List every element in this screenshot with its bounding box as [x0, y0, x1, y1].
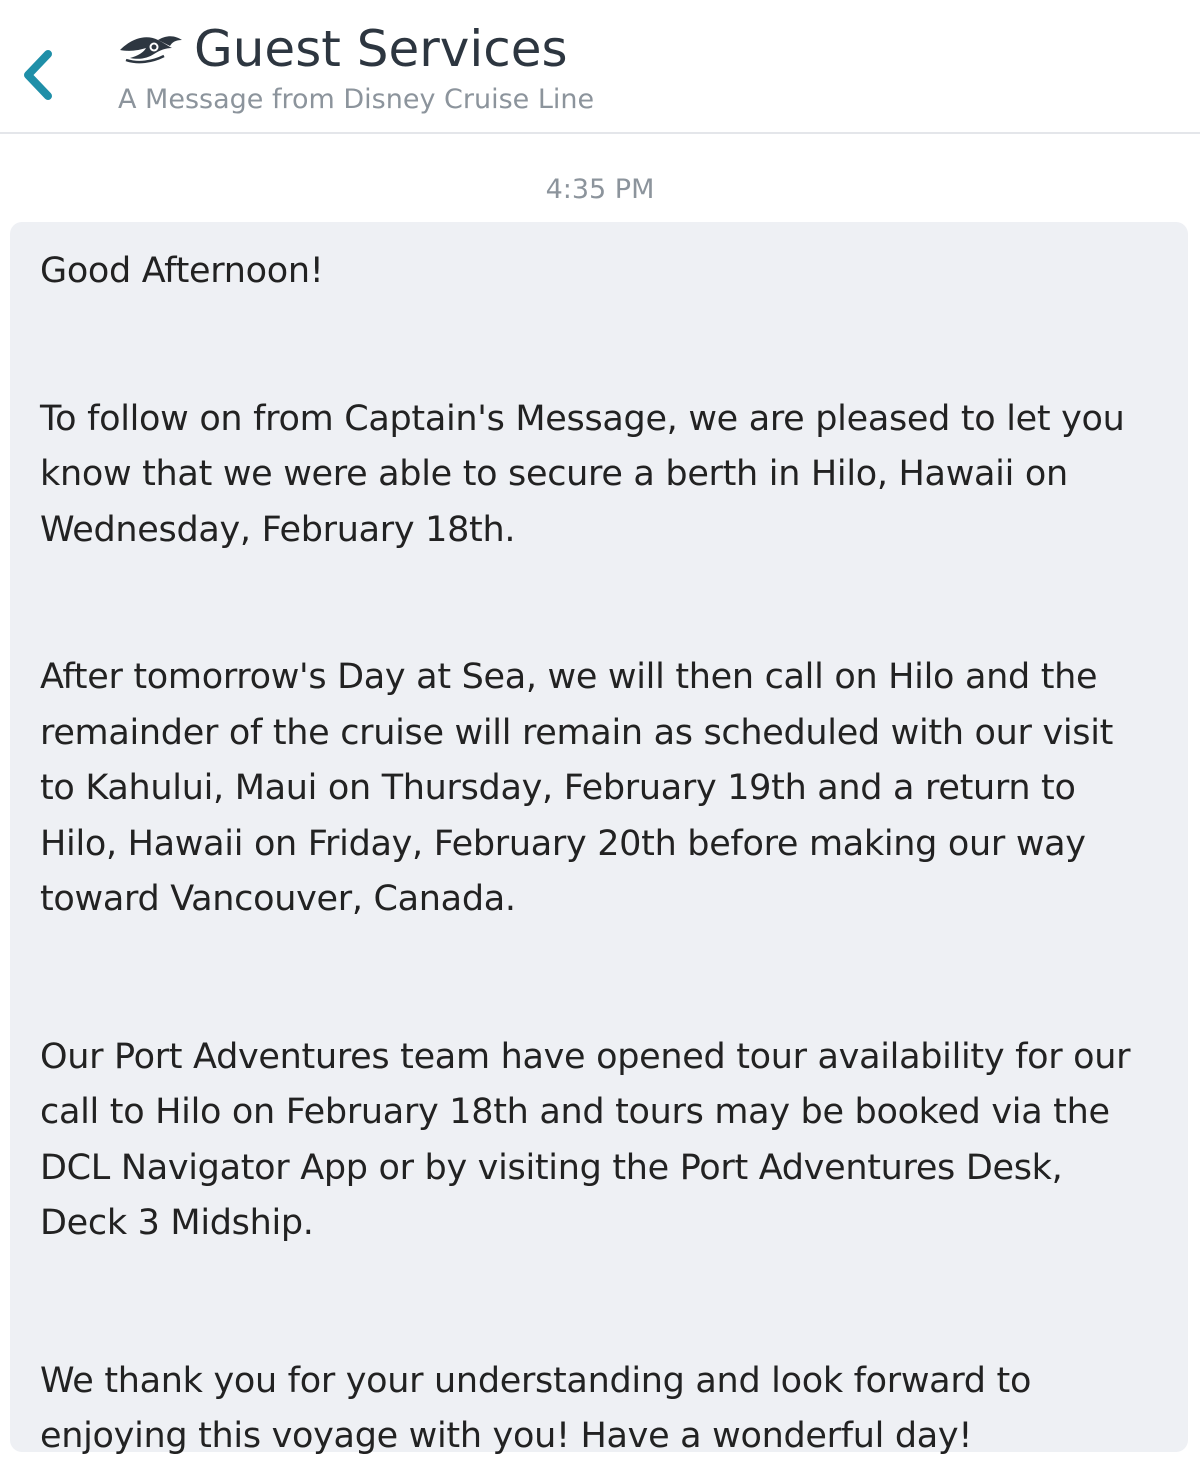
header-bar	[0, 0, 1200, 134]
page-title: Guest Services	[194, 20, 568, 78]
chevron-left-icon	[14, 40, 62, 110]
message-bubble	[10, 222, 1188, 1456]
message-timestamp: 4:35 PM	[545, 174, 655, 205]
message-paragraph: Our Port Adventures team have opened tour availability for our call to Hilo on February 18th and tours may be booked via the DCL Navigator App or by visiting the Port Adventures Desk, Deck 3 Midship.	[40, 1036, 1131, 1243]
back-button[interactable]	[14, 40, 62, 110]
message-greeting: Good Afternoon!	[40, 251, 324, 291]
message-paragraph: After tomorrow's Day at Sea, we will then call on Hilo and the remainder of the cruise will remain as scheduled with our visit to Kahului, Maui on Thursday, February 19th and a return to Hilo, Hawaii on Friday, February 20th before making our way toward Vancouver, Canada.	[40, 657, 1114, 919]
disney-cruise-line-logo-icon	[118, 30, 184, 66]
message-paragraph: We thank you for your understanding and look forward to enjoying this voyage with you! Have a wonderful day!	[40, 1360, 1032, 1456]
message-paragraph: To follow on from Captain's Message, we are pleased to let you know that we were able to secure a berth in Hilo, Hawaii on Wednesday, February 18th.	[40, 398, 1125, 550]
page-subtitle: A Message from Disney Cruise Line	[118, 84, 595, 115]
